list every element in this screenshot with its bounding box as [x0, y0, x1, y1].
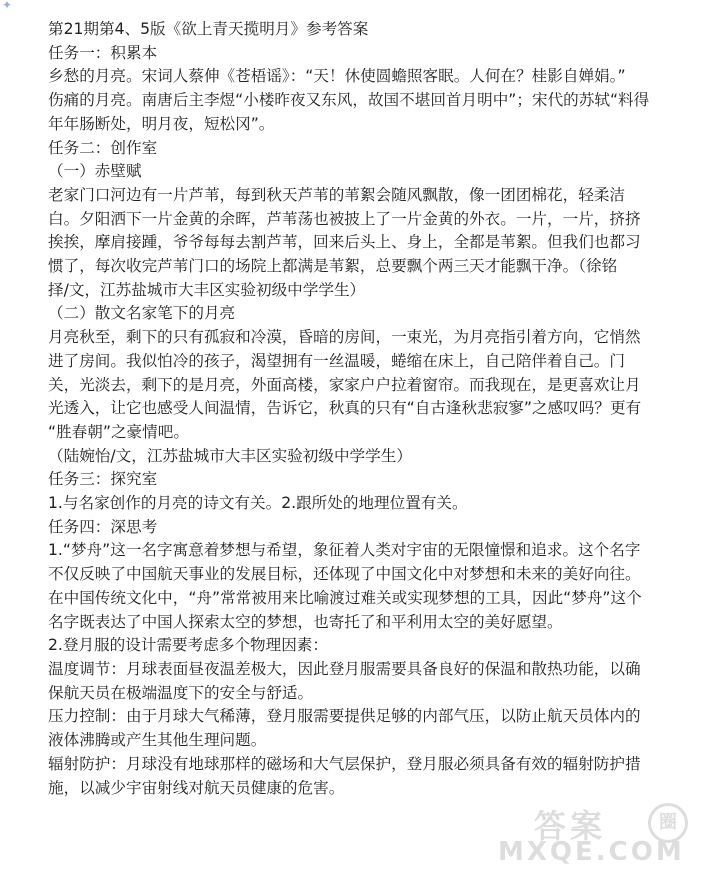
text-line: 保航天员在极端温度下的安全与舒适。: [48, 683, 314, 702]
text-line: 1.与名家创作的月亮的诗文有关。2.跟所处的地理位置有关。: [48, 494, 468, 513]
text-line: 乡愁的月亮。宋词人蔡伸《苍梧谣》：“天！休使圆蟾照客眠。人何在？桂影自婵娟。”: [48, 67, 626, 86]
task-heading: 任务三：探究室: [48, 470, 158, 489]
text-line: 年年肠断处，明月夜，短松冈”。: [48, 114, 275, 133]
text-line: “胜春朝”之豪情吧。: [48, 422, 189, 441]
text-line: 伤痛的月亮。南唐后主李煜“小楼昨夜又东风，故国不堪回首月明中”；宋代的苏轼“料得: [48, 91, 650, 110]
text-line: 月亮秋至，剩下的只有孤寂和冷漠，昏暗的房间，一束光，为月亮指引着方向，它悄然: [48, 328, 641, 347]
text-line: 惯了，每次收完芦苇门口的场院上都满是苇絮，总要飘个两三天才能飘干净。（徐铭: [48, 257, 618, 276]
text-line: 择/文，江苏盐城市大丰区实验初级中学学生）: [48, 280, 366, 299]
text-line: 1.“梦舟”这一名字寓意着梦想与希望，象征着人类对宇宙的无限憧憬和追求。这个名字: [48, 541, 641, 560]
text-line: 在中国传统文化中，“舟”常常被用来比喻渡过难关或实现梦想的工具，因此“梦舟”这个: [48, 588, 642, 607]
watermark-site-text: MXQE.COM: [498, 837, 685, 867]
text-line: 2.登月服的设计需要考虑多个物理因素：: [48, 636, 328, 655]
text-line: 进了房间。我似怕冷的孩子，渴望拥有一丝温暖，蜷缩在床上，自己陪伴着自己。门: [48, 351, 625, 370]
sparkle-icon: ✦: [2, 0, 13, 12]
text-line: 挨挨，摩肩接踵，爷爷每每去割芦苇，回来后头上、身上，全都是苇絮。但我们也都习: [48, 233, 641, 252]
task-heading: 任务四：深思考: [48, 517, 158, 536]
text-line: 压力控制：由于月球大气稀薄，登月服需要提供足够的内部气压，以防止航天员体内的: [48, 707, 641, 726]
text-line: 辐射防护：月球没有地球那样的磁场和大气层保护，登月服必须具备有效的辐射防护措: [48, 754, 641, 773]
text-line: 施，以减少宇宙射线对航天员健康的危害。: [48, 778, 345, 797]
text-line: 液体沸腾或产生其他生理问题。: [48, 731, 267, 750]
text-line: 温度调节：月球表面昼夜温差极大，因此登月服需要具备良好的保温和散热功能，以确: [48, 659, 641, 678]
task-heading: 任务二：创作室: [48, 138, 158, 157]
text-line: 名字既表达了中国人探索太空的梦想，也寄托了和平利用太空的美好愿望。: [48, 612, 563, 631]
task-heading: 任务一：积累本: [48, 43, 158, 62]
text-line: 白。夕阳洒下一片金黄的余晖，芦苇荡也被披上了一片金黄的外衣。一片，一片，挤挤: [48, 209, 641, 228]
text-line: （陆婉怡/文，江苏盐城市大丰区实验初级中学学生）: [48, 446, 412, 465]
watermark: [498, 801, 698, 865]
watermark-top-text: 答案: [534, 807, 607, 845]
text-line: 光透入，让它也感受人间温情，告诉它，秋真的只有“自古逢秋悲寂寥”之感叹吗？更有: [48, 399, 642, 418]
answer-document: [48, 18, 696, 800]
section-heading: （一）赤壁赋: [48, 162, 142, 181]
watermark-circle-icon: 圈: [648, 803, 688, 843]
text-line: 不仅反映了中国航天事业的发展目标，还体现了中国文化中对梦想和未来的美好向往。: [48, 565, 641, 584]
section-heading: （二）散文名家笔下的月亮: [48, 304, 236, 323]
document-title: 第21期第4、5版《欲上青天揽明月》参考答案: [48, 20, 369, 38]
text-line: 老家门口河边有一片芦苇，每到秋天芦苇的苇絮会随风飘散，像一团团棉花，轻柔洁: [48, 185, 625, 204]
text-line: 关，光淡去，剩下的是月亮，外面高楼，家家户户拉着窗帘。而我现在，是更喜欢让月: [48, 375, 641, 394]
